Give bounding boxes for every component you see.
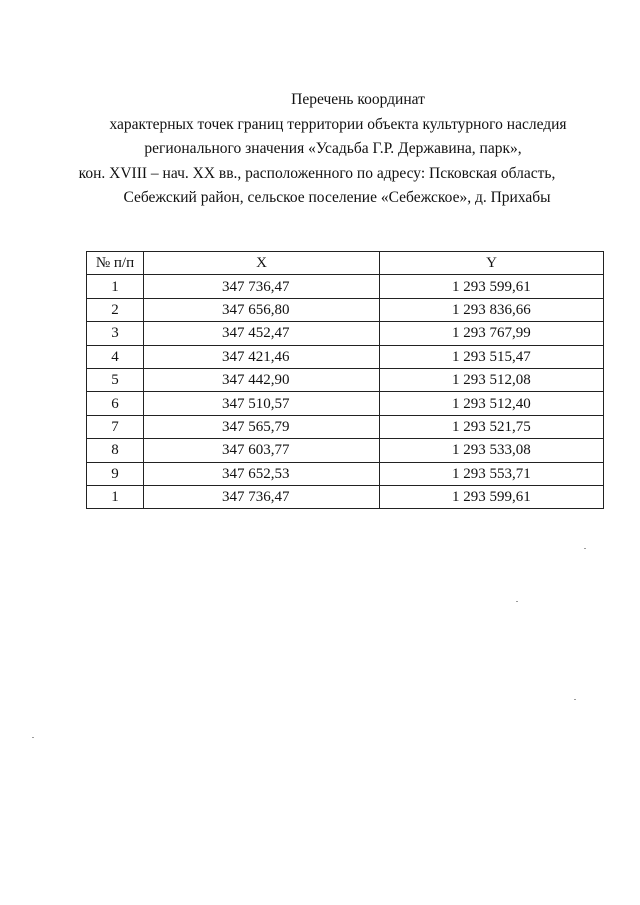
row-number: 7 (87, 415, 144, 438)
y-value: 1 293 515,47 (380, 345, 604, 368)
table-row (87, 462, 604, 485)
table-row (87, 415, 604, 438)
x-value: 347 656,80 (144, 298, 380, 321)
scan-speck (32, 737, 34, 738)
table-row (87, 392, 604, 415)
y-value: 1 293 767,99 (380, 322, 604, 345)
row-number: 3 (87, 322, 144, 345)
x-value: 347 603,77 (144, 439, 380, 462)
y-value: 1 293 512,08 (380, 368, 604, 391)
y-value: 1 293 521,75 (380, 415, 604, 438)
y-value: 1 293 512,40 (380, 392, 604, 415)
x-value: 347 652,53 (144, 462, 380, 485)
table-row (87, 485, 604, 508)
table-row (87, 298, 604, 321)
x-value: 347 421,46 (144, 345, 380, 368)
header-y: Y (380, 252, 604, 275)
x-value: 347 565,79 (144, 415, 380, 438)
scan-speck (516, 601, 518, 602)
row-number: 2 (87, 298, 144, 321)
heading-line-4: кон. XVIII – нач. XX вв., расположенного по адресу: Псковская область, (78, 164, 556, 182)
table-row (87, 275, 604, 298)
y-value: 1 293 533,08 (380, 439, 604, 462)
row-number: 1 (87, 485, 144, 508)
x-value: 347 510,57 (144, 392, 380, 415)
heading-line-3: регионального значения «Усадьба Г.Р. Державина, парк», (144, 140, 522, 157)
table-header-row (87, 252, 604, 275)
y-value: 1 293 599,61 (380, 485, 604, 508)
x-value: 347 736,47 (144, 275, 380, 298)
document-heading (60, 88, 580, 211)
coordinates-table (86, 251, 604, 509)
x-value: 347 452,47 (144, 322, 380, 345)
y-value: 1 293 599,61 (380, 275, 604, 298)
y-value: 1 293 836,66 (380, 298, 604, 321)
heading-line-2: характерных точек границ территории объекта культурного наследия (109, 115, 567, 133)
table-row (87, 368, 604, 391)
heading-title: Перечень координат (291, 91, 425, 108)
table-row (87, 439, 604, 462)
heading-line-5: Себежский район, сельское поселение «Себежское», д. Прихабы (123, 189, 551, 206)
row-number: 5 (87, 368, 144, 391)
header-number: № п/п (87, 252, 144, 275)
header-x: X (144, 252, 380, 275)
scan-speck (584, 548, 586, 549)
row-number: 6 (87, 392, 144, 415)
table-row (87, 322, 604, 345)
x-value: 347 442,90 (144, 368, 380, 391)
row-number: 4 (87, 345, 144, 368)
row-number: 9 (87, 462, 144, 485)
x-value: 347 736,47 (144, 485, 380, 508)
row-number: 1 (87, 275, 144, 298)
scan-speck (574, 699, 576, 700)
y-value: 1 293 553,71 (380, 462, 604, 485)
row-number: 8 (87, 439, 144, 462)
table-row (87, 345, 604, 368)
